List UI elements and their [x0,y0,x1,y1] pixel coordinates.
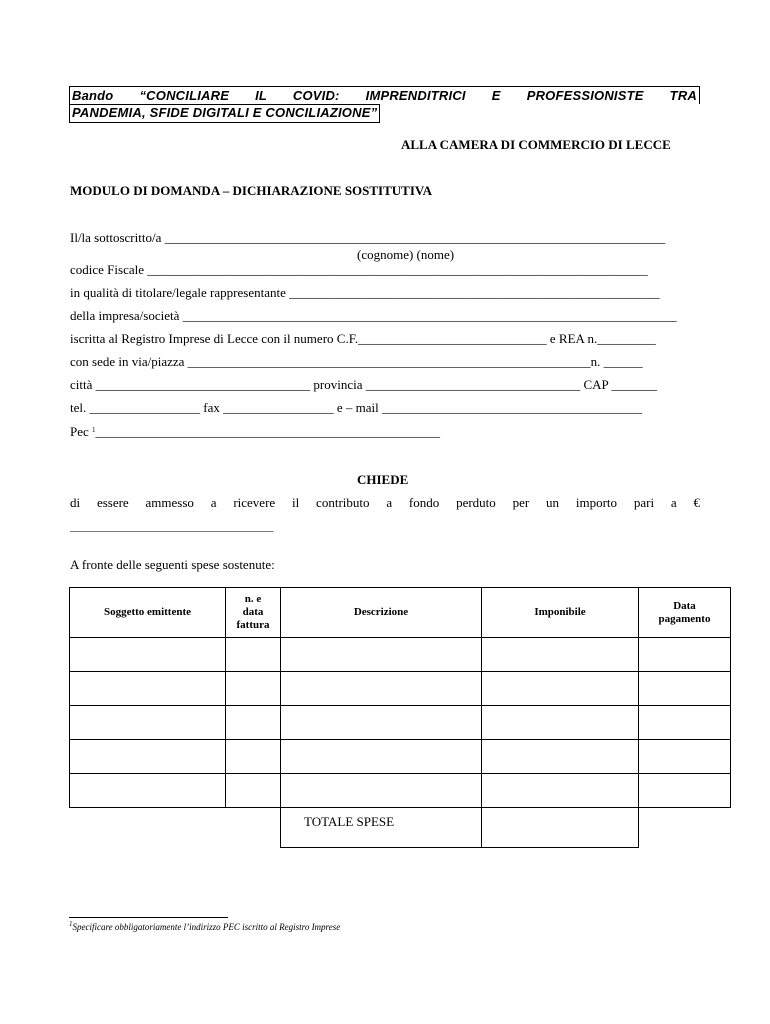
codice-fiscale-field[interactable]: _____________________________________________________________________________ [147,262,648,277]
sottoscritto-label: Il/la sottoscritto/a [70,230,165,245]
provincia-label: provincia [310,377,366,392]
importo-field[interactable]: _____________________________________ [70,521,274,533]
bando-title [69,86,700,123]
header-soggetto: Soggetto emittente [70,588,226,638]
sede-row [70,354,643,370]
cell-soggetto[interactable] [70,638,226,672]
fax-label: fax [200,400,224,415]
cap-field[interactable]: _______ [611,377,658,392]
totale-row [70,808,731,848]
citta-field[interactable]: _________________________________ [95,377,311,392]
impresa-row [70,308,677,324]
registro-label: iscritta al Registro Imprese di Lecce con il numero C.F. [70,331,359,346]
codice-fiscale-label: codice Fiscale [70,262,148,277]
spese-table [69,587,731,848]
totale-spese-label: TOTALE SPESE [281,808,482,848]
table-header-row [70,588,731,638]
cell-imponibile[interactable] [482,774,639,808]
footnote-divider [69,917,228,918]
rea-field[interactable]: _________ [597,331,656,346]
cell-imponibile[interactable] [482,638,639,672]
table-row [70,672,731,706]
footnote [69,922,340,932]
cell-soggetto[interactable] [70,706,226,740]
citta-row [70,377,657,393]
cell-descrizione[interactable] [281,706,482,740]
cell-numero-data[interactable] [226,638,281,672]
pec-label: Pec [70,424,93,439]
contatti-row [70,400,642,416]
cell-numero-data[interactable] [226,672,281,706]
chiede-text: di essere ammesso a ricevere il contributo a fondo perduto per un importo pari a € [70,495,700,510]
cell-data-pagamento[interactable] [639,672,731,706]
totale-spacer [70,808,226,848]
header-numero-data [226,588,281,638]
qualita-field[interactable]: _________________________________________________________ [289,285,660,300]
cell-descrizione[interactable] [281,774,482,808]
qualita-label: in qualità di titolare/legale rappresentante [70,285,290,300]
header-data-pagamento-line: Data [673,599,696,612]
recipient: ALLA CAMERA DI COMMERCIO DI LECCE [401,137,671,152]
cell-soggetto[interactable] [70,672,226,706]
cell-imponibile[interactable] [482,740,639,774]
table-row [70,638,731,672]
tel-label: tel. [70,400,90,415]
cell-descrizione[interactable] [281,740,482,774]
cell-descrizione[interactable] [281,672,482,706]
cell-soggetto[interactable] [70,774,226,808]
cognome-nome-hint: (cognome) (nome) [357,247,455,262]
totale-spese-value[interactable] [482,808,639,848]
header-data-pagamento-line: pagamento [658,612,711,625]
spese-intro: A fronte delle seguenti spese sostenute: [70,557,275,572]
mail-field[interactable]: ________________________________________ [382,400,642,415]
cell-numero-data[interactable] [226,740,281,774]
cell-data-pagamento[interactable] [639,740,731,774]
header-imponibile: Imponibile [482,588,639,638]
chiede-heading: CHIEDE [357,472,409,487]
header-numero-data-line: n. e [244,593,262,605]
header-data-pagamento [639,588,731,638]
header-numero-data-line: data [242,606,264,618]
numero-label: n. [590,354,604,369]
pec-field[interactable]: _____________________________________________________ [95,424,441,439]
cell-imponibile[interactable] [482,706,639,740]
sottoscritto-row [70,230,665,246]
sottoscritto-field[interactable]: _____________________________________________________________________________ [164,230,666,245]
form-title: MODULO DI DOMANDA – DICHIARAZIONE SOSTITUTIVA [70,183,433,198]
registro-cf-field[interactable]: _____________________________ [358,331,547,346]
sede-label: con sede in via/piazza [70,354,188,369]
footnote-number: 1 [69,920,73,928]
citta-label: città [70,377,96,392]
bando-title-line2: PANDEMIA, SFIDE DIGITALI E CONCILIAZIONE” [69,104,380,123]
cell-imponibile[interactable] [482,672,639,706]
tel-field[interactable]: _________________ [89,400,200,415]
fax-field[interactable]: _________________ [223,400,334,415]
pec-row [70,424,440,440]
totale-spacer [639,808,731,848]
footnote-text: Specificare obbligatoriamente l’indirizzo PEC iscritto al Registro Imprese [72,922,341,932]
cell-numero-data[interactable] [226,706,281,740]
cell-soggetto[interactable] [70,740,226,774]
pec-footnote-ref: 1 [92,426,96,434]
mail-label: e – mail [333,400,382,415]
impresa-label: della impresa/società [70,308,183,323]
rea-label: e REA n. [546,331,598,346]
table-row [70,706,731,740]
cell-data-pagamento[interactable] [639,706,731,740]
registro-row [70,331,656,347]
cell-descrizione[interactable] [281,638,482,672]
provincia-field[interactable]: _________________________________ [365,377,581,392]
cap-label: CAP [580,377,612,392]
table-row [70,774,731,808]
header-descrizione: Descrizione [281,588,482,638]
cell-data-pagamento[interactable] [639,774,731,808]
bando-title-line1: Bando “CONCILIARE IL COVID: IMPRENDITRICI E PROFESSIONISTE TRA [69,86,700,104]
sede-field[interactable]: ______________________________________________________________ [187,354,591,369]
table-row [70,740,731,774]
impresa-field[interactable]: ____________________________________________________________________________ [182,308,677,323]
qualita-row [70,285,660,301]
cell-data-pagamento[interactable] [639,638,731,672]
cell-numero-data[interactable] [226,774,281,808]
numero-field[interactable]: ______ [603,354,643,369]
codice-fiscale-row [70,262,648,278]
header-numero-data-line: fattura [236,619,270,631]
totale-spacer [226,808,281,848]
